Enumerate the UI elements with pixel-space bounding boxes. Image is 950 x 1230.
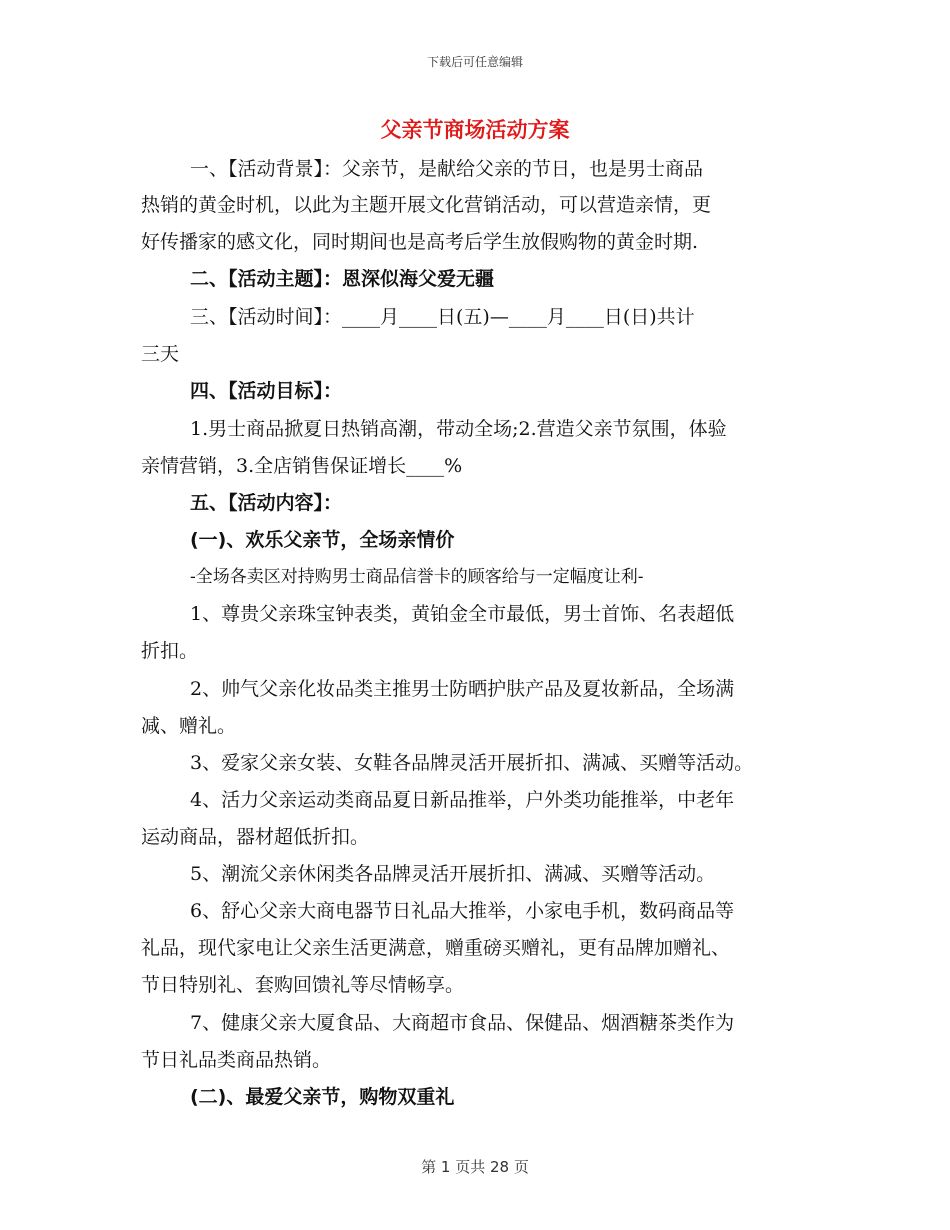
item-1-line-1: 1、尊贵父亲珠宝钟表类，黄铂金全市最低，男士首饰、名表超低 [190,603,735,625]
time-line-2: 三天 [141,343,180,365]
item-3-line-1: 3、爱家父亲女装、女鞋各品牌灵活开展折扣、满减、买赠等活动。 [190,752,754,774]
item-2-line-2: 减、赠礼。 [141,715,237,737]
subsection-1-note: -全场各卖区对持购男士商品信誉卡的顾客给与一定幅度让利- [190,567,644,587]
item-7-line-2: 节日礼品类商品热销。 [141,1049,332,1071]
item-4-line-1: 4、活力父亲运动类商品夏日新品推举，户外类功能推举，中老年 [190,789,735,811]
item-5-line-1: 5、潮流父亲休闲类各品牌灵活开展折扣、满减、买赠等活动。 [190,863,716,885]
goals-heading: 四、【活动目标】： [190,380,343,402]
item-6-line-2: 礼品，现代家电让父亲生活更满意，赠重磅买赠礼，更有品牌加赠礼、 [141,937,731,959]
content-heading: 五、【活动内容】： [190,492,343,514]
goals-line-2: 亲情营销，3.全店销售保证增长____% [141,455,463,477]
item-6-line-3: 节日特别礼、套购回馈礼等尽情畅享。 [141,974,465,996]
background-line-2: 热销的黄金时机，以此为主题开展文化营销活动，可以营造亲情，更 [141,194,712,216]
page-header: 下载后可任意编辑 [426,55,523,69]
item-4-line-2: 运动商品，器材超低折扣。 [141,826,370,848]
document-title: 父亲节商场活动方案 [380,118,570,142]
background-line-1: 一、【活动背景】：父亲节，是献给父亲的节日，也是男士商品 [190,158,704,180]
theme-heading: 二、【活动主题】：恩深似海父爱无疆 [190,268,495,290]
subsection-2-heading: (二)、最爱父亲节，购物双重礼 [190,1086,455,1108]
item-7-line-1: 7、健康父亲大厦食品、大商超市食品、保健品、烟酒糖茶类作为 [190,1012,735,1034]
subsection-1-heading: (一)、欢乐父亲节，全场亲情价 [190,529,455,551]
item-6-line-1: 6、舒心父亲大商电器节日礼品大推举，小家电手机，数码商品等 [190,900,735,922]
item-2-line-1: 2、帅气父亲化妆品类主推男士防晒护肤产品及夏妆新品，全场满 [190,678,735,700]
goals-line-1: 1.男士商品掀夏日热销高潮，带动全场;2.营造父亲节氛围，体验 [190,418,727,440]
item-1-line-2: 折扣。 [141,640,199,662]
time-line-1: 三、【活动时间】：____月____日(五)—____月____日(日)共计 [190,306,695,328]
background-line-3: 好传播家的感文化，同时期间也是高考后学生放假购物的黄金时期. [141,231,699,253]
page-footer: 第 1 页共 28 页 [421,1158,529,1176]
